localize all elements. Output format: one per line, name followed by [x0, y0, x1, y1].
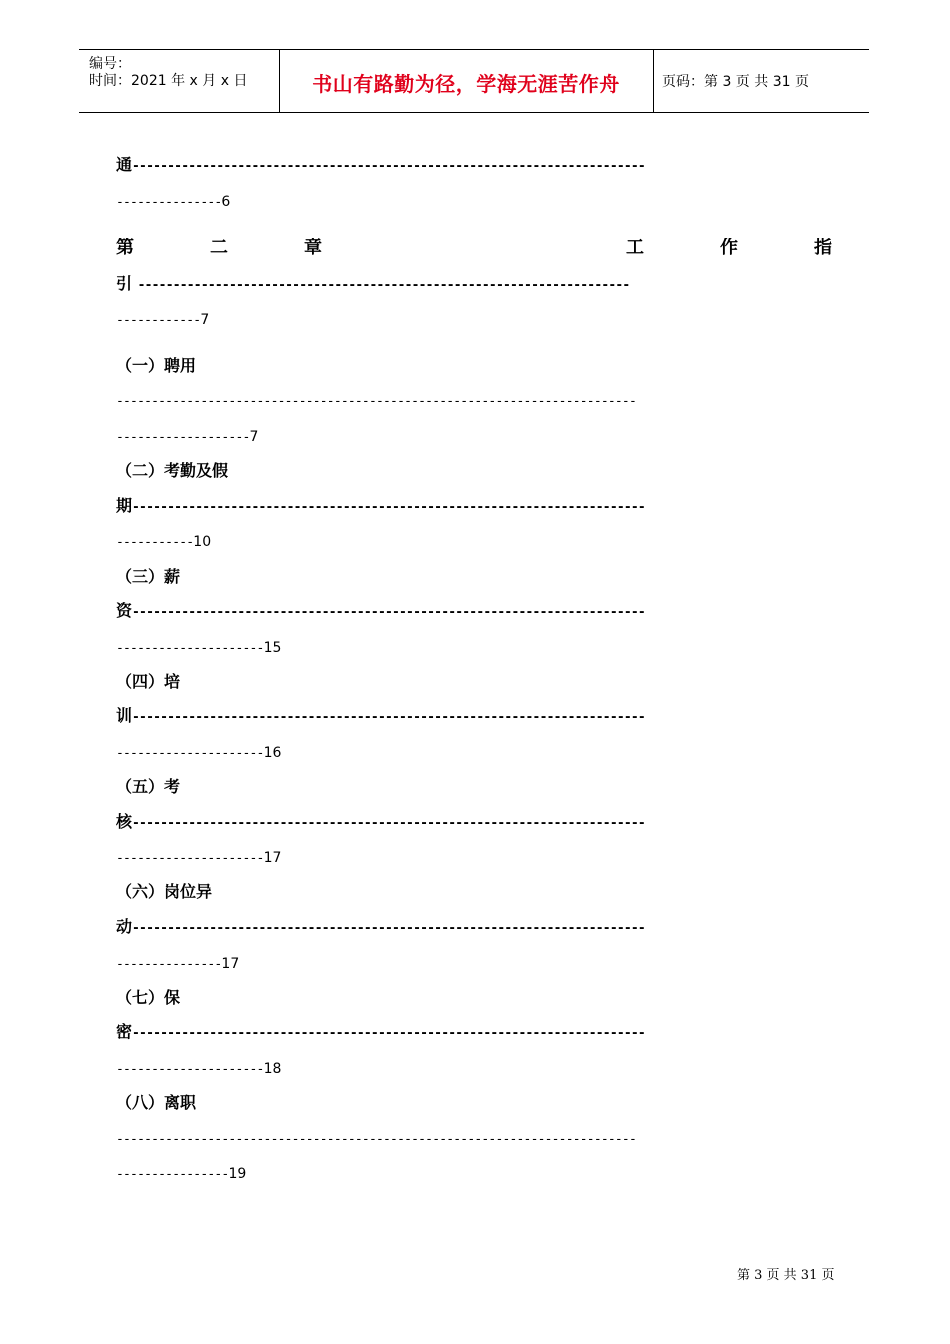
chapter-char: 工 [626, 238, 644, 258]
toc-item-title: （七）保 [116, 988, 181, 1007]
toc-page-number: 15 [263, 640, 282, 656]
toc-page-number: 6 [221, 194, 231, 210]
toc-line [116, 309, 209, 331]
toc-line [116, 496, 645, 518]
toc-item-title: （五）考 [116, 777, 181, 796]
toc-line [116, 1128, 636, 1150]
toc-page-number: 10 [193, 534, 212, 550]
toc-leader-dashes: ------------ [116, 313, 201, 328]
page-footer: 第 3 页 共 31 页 [737, 1268, 835, 1283]
toc-lead-char: 动 [116, 917, 133, 936]
toc-item-title: （八）离职 [116, 1093, 197, 1112]
page-code: 页码：第 3 页 共 31 页 [662, 74, 809, 90]
toc-leader-dashes: ------------------------------------------------------------------------- [132, 500, 645, 515]
toc-lead-char: 资 [116, 601, 133, 620]
toc-leader-dashes: ---------------- [116, 1167, 229, 1182]
toc-item-title: （三）薪 [116, 567, 181, 586]
toc-leader-dashes: --------------------- [116, 851, 264, 866]
toc-lead-char: 密 [116, 1022, 133, 1041]
toc-leader-dashes: ------------------- [116, 430, 250, 445]
toc-page-number: 19 [228, 1166, 247, 1182]
toc-leader-dashes: ------------------------------------------------------------------------- [132, 1026, 645, 1041]
toc-line [116, 601, 645, 623]
toc-leader-dashes: ------------------------------------------------------------------------- [132, 710, 645, 725]
toc-line [116, 742, 281, 764]
header-page-cell [654, 50, 869, 112]
toc-leader-dashes: ------------------------------------------------------------------------- [132, 605, 645, 620]
toc-line [116, 706, 645, 728]
toc-leader-dashes: --------------------- [116, 746, 264, 761]
toc-leader-dashes: ------------------------------------------------------------------------- [132, 921, 645, 936]
chapter-char: 指 [814, 238, 832, 258]
header-meta-cell [79, 50, 280, 112]
toc-line [116, 847, 281, 869]
toc-line [116, 637, 281, 659]
chapter-heading [116, 238, 832, 258]
toc-lead-char: 引 [116, 274, 133, 293]
toc-lead-char: 训 [116, 706, 133, 725]
toc-line [116, 917, 645, 939]
toc-line [116, 1163, 246, 1185]
toc-leader-dashes: ----------- [116, 535, 194, 550]
serial-label: 编号： [89, 56, 131, 72]
chapter-char: 作 [720, 238, 738, 258]
toc-page-number: 7 [249, 429, 259, 445]
toc-page-number: 16 [263, 745, 282, 761]
motto-text: 书山有路勤为径，学海无涯苦作舟 [312, 72, 620, 96]
toc-leader-dashes: --------------------- [116, 641, 264, 656]
header-motto-cell [279, 50, 654, 112]
toc-line [116, 812, 645, 834]
toc-page-number: 17 [221, 956, 240, 972]
toc-page-number: 7 [200, 312, 210, 328]
toc-line [116, 274, 629, 296]
toc-lead-char: 期 [116, 496, 133, 515]
toc-line [116, 390, 636, 412]
toc-line [116, 426, 258, 448]
toc-leader-dashes: -------------------------------------------------------------------------- [116, 1132, 636, 1147]
chapter-char: 第 [116, 238, 134, 258]
toc-lead-char: 通 [116, 155, 133, 174]
toc-leader-dashes: -------------------------------------------------------------------------- [116, 394, 636, 409]
toc-line [116, 953, 239, 975]
toc-line [116, 1058, 281, 1080]
toc-line [116, 531, 211, 553]
toc-page-number: 18 [263, 1061, 282, 1077]
page-header [79, 49, 869, 113]
toc-item-title: （四）培 [116, 672, 181, 691]
chapter-char: 章 [304, 238, 322, 258]
toc-item-title: （一）聘用 [116, 356, 197, 375]
toc-page-number: 17 [263, 850, 282, 866]
toc-item-title: （六）岗位异 [116, 882, 213, 901]
toc-leader-dashes: ------------------------------------------------------------------------- [132, 816, 645, 831]
toc-leader-dashes: ------------------------------------------------------------------------- [132, 159, 645, 174]
time-label: 时间：2021 年 x 月 x 日 [89, 73, 248, 89]
toc-item-title: （二）考勤及假 [116, 461, 229, 480]
toc-leader-dashes: --------------------- [116, 1062, 264, 1077]
toc-line [116, 155, 645, 177]
toc-line [116, 1022, 645, 1044]
toc-line [116, 191, 230, 213]
chapter-char: 二 [210, 238, 228, 258]
toc-leader-dashes: --------------- [116, 957, 222, 972]
toc-lead-char: 核 [116, 812, 133, 831]
toc-leader-dashes: --------------- [116, 195, 222, 210]
toc-leader-dashes: ---------------------------------------------------------------------- [137, 278, 630, 293]
